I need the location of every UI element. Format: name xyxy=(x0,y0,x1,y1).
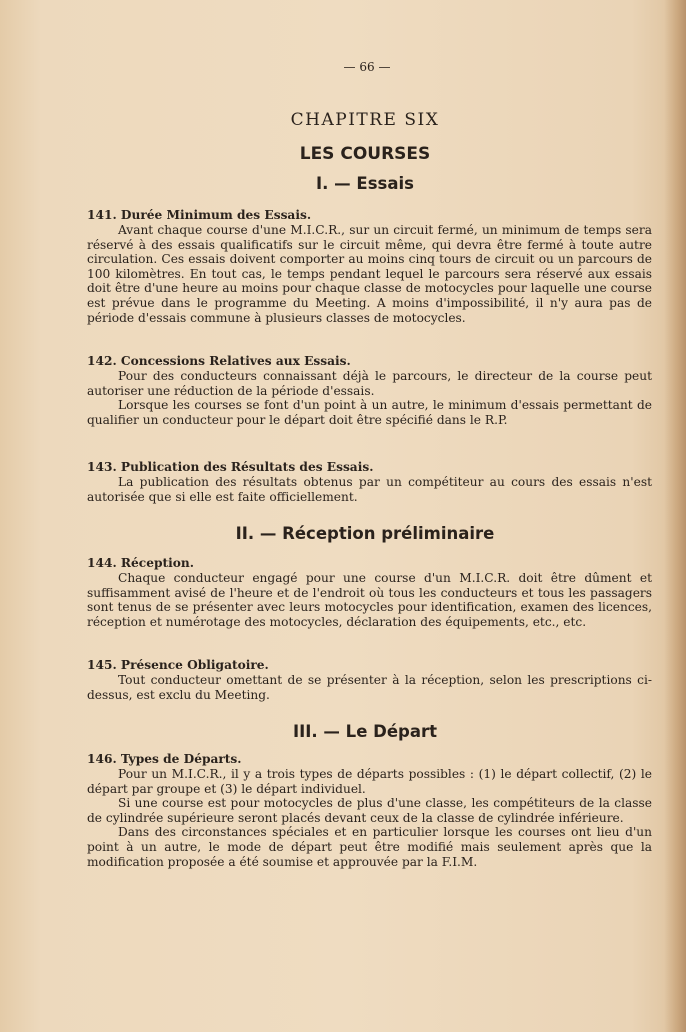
page-title: LES COURSES xyxy=(299,144,431,164)
article-paragraph: Chaque conducteur engagé pour une course d'un M.I.C.R. doit être dûment et suffisamment avisé de l'heure et de l'endroit où tous les conducteurs et tous les passagers sont tenus de se présenter avec leurs motocycles pour identification, examen des licences, réception et numérotage des motocycles, déclaration des équipements, etc., etc. xyxy=(87,571,652,629)
article-title: 141. Durée Minimum des Essais. xyxy=(87,208,312,222)
article-paragraph: Tout conducteur omettant de se présenter à la réception, selon les prescriptions ci-dessus, est exclu du Meeting. xyxy=(87,673,652,702)
article-146 xyxy=(87,752,652,869)
article-paragraph: Avant chaque course d'une M.I.C.R., sur un circuit fermé, un minimum de temps sera réservé à des essais qualificatifs sur le circuit même, qui devra être fermé à toute autre circulation. Ces essais doivent comporter au moins cinq tours de circuit ou un parcours de 100 kilomètres. En tout cas, le temps pendant lequel le parcours sera réservé aux essais doit être d'une heure au moins pour chaque classe de motocycles pour laquelle une course est prévue dans le programme du Meeting. A moins d'impossibilité, il n'y aura pas de période d'essais commune à plusieurs classes de motocycles. xyxy=(87,223,652,325)
article-title: 146. Types de Départs. xyxy=(87,752,242,766)
article-paragraph: Dans des circonstances spéciales et en particulier lorsque les courses ont lieu d'un point à un autre, le mode de départ peut être modifié mais seulement après que la modification proposée a été soumise et approuvée par la F.I.M. xyxy=(87,825,652,869)
section-heading-essais: I. — Essais xyxy=(316,174,414,193)
chapter-heading: CHAPITRE SIX xyxy=(290,110,440,130)
article-paragraph: Pour un M.I.C.R., il y a trois types de départs possibles : (1) le départ collectif, (2) le départ par groupe et (3) le départ individuel. xyxy=(87,767,652,796)
article-title: 142. Concessions Relatives aux Essais. xyxy=(87,354,351,368)
article-141 xyxy=(87,208,652,325)
article-143 xyxy=(87,460,652,504)
article-145 xyxy=(87,658,652,702)
page-number: — 66 — xyxy=(343,60,391,74)
article-title: 143. Publication des Résultats des Essais. xyxy=(87,460,374,474)
section-heading-depart: III. — Le Départ xyxy=(293,722,437,741)
article-paragraph: Lorsque les courses se font d'un point à un autre, le minimum d'essais permettant de qualifier un conducteur pour le départ doit être spécifié dans le R.P. xyxy=(87,398,652,427)
article-paragraph: Pour des conducteurs connaissant déjà le parcours, le directeur de la course peut autoriser une réduction de la période d'essais. xyxy=(87,369,652,398)
article-144 xyxy=(87,556,652,629)
article-paragraph: La publication des résultats obtenus par un compétiteur au cours des essais n'est autorisée que si elle est faite officiellement. xyxy=(87,475,652,504)
section-heading-reception: II. — Réception préliminaire xyxy=(235,524,495,543)
article-title: 144. Réception. xyxy=(87,556,194,570)
article-title: 145. Présence Obligatoire. xyxy=(87,658,269,672)
article-142 xyxy=(87,354,652,427)
article-paragraph: Si une course est pour motocycles de plus d'une classe, les compétiteurs de la classe de cylindrée supérieure seront placés devant ceux de la classe de cylindrée inférieure. xyxy=(87,796,652,825)
